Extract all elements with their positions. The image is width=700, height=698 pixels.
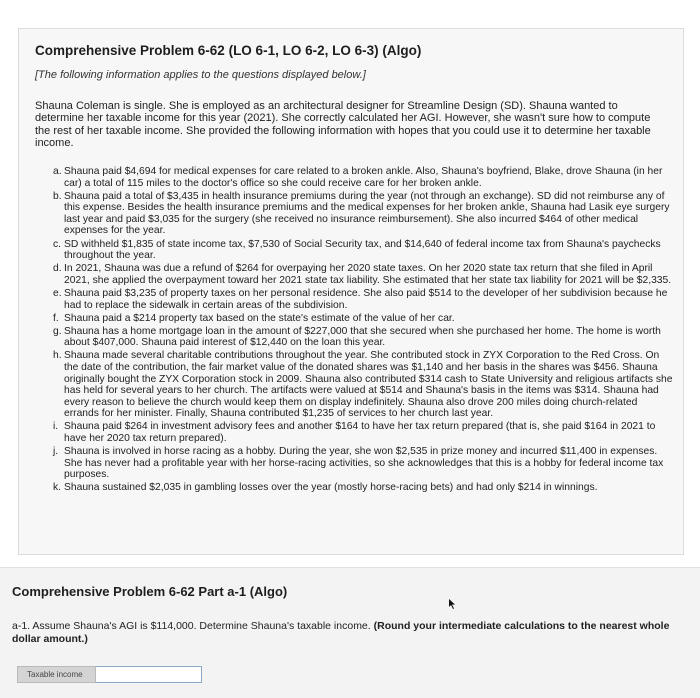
list-item [53, 239, 673, 262]
item-text: Shauna paid a $214 property tax based on the state's estimate of the value of her car. [64, 312, 455, 324]
item-marker: c. [53, 238, 62, 250]
item-text: Shauna paid a total of $3,435 in health insurance premiums during the year (not through an exchange). SD did not reimburse any of this expense. Besides the health insurance premiums and the medical expenses for her broken ankle, Shauna had Lasik eye surgery last year and paid $3,035 for the surgery (she received no insurance reimbursement). She also incurred $464 of other medical expenses for the year. [64, 190, 670, 237]
fact-list [53, 166, 673, 496]
item-marker: g. [53, 325, 62, 337]
question-rounding-note: (Round your intermediate calculations to the nearest whole dollar amount.) [12, 620, 670, 645]
problem-title: Comprehensive Problem 6-62 (LO 6-1, LO 6-2, LO 6-3) (Algo) [35, 43, 422, 58]
item-text: SD withheld $1,835 of state income tax, $7,530 of Social Security tax, and $14,640 of federal income tax from Shauna's paychecks throughout the year. [64, 238, 661, 262]
question-prefix: a-1. Assume Shauna's AGI is $114,000. Determine Shauna's taxable income. [12, 620, 371, 632]
list-item [53, 350, 673, 420]
answer-row [17, 666, 202, 683]
item-marker: i. [53, 421, 59, 433]
item-text: Shauna paid $4,694 for medical expenses for care related to a broken ankle. Also, Shauna's boyfriend, Blake, drove Shauna (in her car) a total of 115 miles to the doctor's office so she could receive care for her broken ankle. [64, 166, 663, 189]
item-marker: e. [53, 287, 62, 299]
problem-panel [18, 28, 684, 555]
mouse-pointer-icon [449, 599, 457, 609]
item-marker: b. [53, 190, 62, 202]
item-text: Shauna sustained $2,035 in gambling losses over the year (mostly horse-racing bets) and had only $214 in winnings. [64, 482, 598, 494]
item-text: Shauna has a home mortgage loan in the amount of $227,000 that she secured when she purchased her home. The home is worth about $407,000. Shauna paid interest of $12,440 on the loan this year. [64, 325, 661, 349]
taxable-income-input[interactable] [96, 666, 202, 683]
list-item [53, 288, 673, 311]
item-text: Shauna paid $3,235 of property taxes on her personal residence. She also paid $514 to the developer of her subdivision because he had to replace the sidewalk in certain areas of the subdivision. [64, 287, 668, 311]
item-marker: a. [53, 166, 62, 177]
list-item [53, 166, 673, 189]
item-marker: j. [53, 446, 59, 458]
item-marker: k. [53, 482, 62, 494]
item-text: Shauna is involved in horse racing as a hobby. During the year, she won $2,535 in prize money and incurred $11,400 in expenses. She has never had a profitable year with her horse-racing activities, so she acknowledges that this is a hobby for federal income tax purposes. [64, 446, 664, 481]
list-item [53, 421, 673, 444]
problem-note: [The following information applies to the questions displayed below.] [35, 69, 366, 81]
item-text: Shauna made several charitable contributions throughout the year. She contributed stock in ZYX Corporation to the Red Cross. On the date of the contribution, the fair market value of the donated shares was $1,140 and her basis in the shares was $456. Shauna originally bought the ZYX Corporation stock in 2009. Shauna also contributed $314 cash to State University and religious artifacts she has held for several years to her church. The artifacts were valued at $514 and Shauna's basis in the items was $314. Shauna had every reason to believe the church would keep them on display indefinitely. Shauna also drove 200 miles doing church-related errands for her minister. Finally, Shauna contributed $1,235 of services to her church last year. [64, 350, 673, 420]
item-text: In 2021, Shauna was due a refund of $264 for overpaying her 2020 state taxes. On her 2020 state tax return that she filed in April 2021, she applied the overpayment toward her 2021 state tax liability. She estimated that her state tax liability for 2021 will be $2,335. [64, 263, 672, 286]
item-text: Shauna paid $264 in investment advisory fees and another $164 to have her tax return prepared (that is, she paid $164 in 2021 to have her 2020 tax return prepared). [64, 421, 656, 445]
list-item [53, 313, 673, 325]
problem-intro: Shauna Coleman is single. She is employed as an architectural designer for Streamline Design (SD). Shauna wanted to determine her taxable income for this year (2021). She correctly calculated her AGI. However, she wasn't sure how to compute the rest of her taxable income. She provided the following information with hopes that you could use it to determine her taxable income. [35, 100, 651, 150]
list-item [53, 482, 673, 494]
question-panel [0, 567, 700, 698]
item-marker: f. [53, 312, 59, 324]
item-marker: d. [53, 263, 62, 275]
list-item [53, 263, 673, 286]
list-item [53, 446, 673, 481]
taxable-income-label: Taxable income [17, 666, 96, 683]
part-title: Comprehensive Problem 6-62 Part a-1 (Algo) [12, 584, 288, 599]
item-marker: h. [53, 350, 62, 362]
list-item [53, 326, 673, 349]
question-text [12, 620, 682, 645]
list-item [53, 191, 673, 237]
